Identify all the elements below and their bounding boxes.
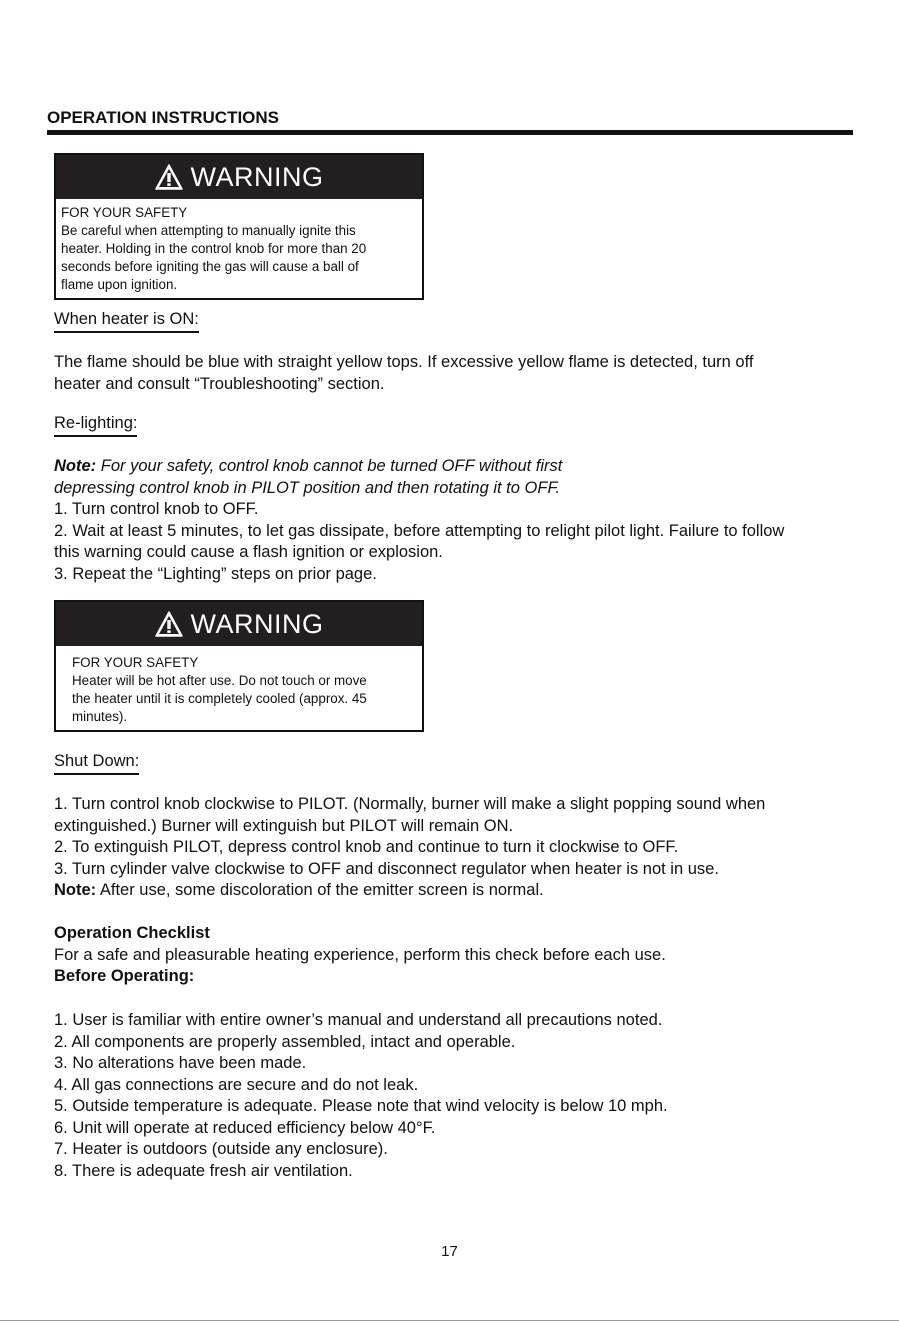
step-line: extinguished.) Burner will extinguish but PILOT will remain ON. [54,816,514,835]
title-rule [47,130,853,135]
footer-rule [0,1320,899,1321]
list-item: 7. Heater is outdoors (outside any enclosure). [54,1140,388,1158]
heater-on-text [54,352,859,395]
step-line: 1. Turn control knob to OFF. [54,500,259,518]
step-line: 3. Turn cylinder valve clockwise to OFF and disconnect regulator when heater is not in use. [54,859,719,878]
page-number: 17 [441,1243,458,1260]
checklist-subheading: Before Operating: [54,967,195,985]
warning-header [56,602,422,646]
warning-text [56,646,422,726]
warning-label: WARNING [190,161,324,192]
warning-line: heater. Holding in the control knob for more than 20 [61,241,367,256]
paragraph-line: heater and consult “Troubleshooting” section. [54,374,385,393]
step-line: this warning could cause a flash ignition or explosion. [54,543,443,561]
note-line: Note: After use, some discoloration of the emitter screen is normal. [54,881,544,899]
heading-relighting: Re-lighting: [54,414,137,437]
list-item: 3. No alterations have been made. [54,1054,307,1072]
heading-shutdown: Shut Down: [54,752,139,775]
warning-line: FOR YOUR SAFETY [72,655,199,670]
list-item: 1. User is familiar with entire owner’s manual and understand all precautions noted. [54,1011,663,1029]
list-item: 8. There is adequate fresh air ventilation. [54,1161,353,1180]
warning-line: flame upon ignition. [61,277,178,292]
checklist-items [54,1010,859,1182]
warning-line: the heater until it is completely cooled (approx. 45 [72,691,367,706]
step-line: 2. To extinguish PILOT, depress control knob and continue to turn it clockwise to OFF. [54,838,679,856]
note-label: Note: [54,881,97,899]
list-item: 5. Outside temperature is adequate. Please note that wind velocity is below 10 mph. [54,1097,668,1115]
shutdown-text [54,794,859,902]
step-line: 1. Turn control knob clockwise to PILOT. (Normally, burner will make a slight popping sound when [54,795,766,813]
warning-line: Heater will be hot after use. Do not touch or move [72,673,367,688]
warning-triangle-icon [155,611,183,637]
list-item: 4. All gas connections are secure and do not leak. [54,1075,419,1094]
note-label: Note: [54,457,97,475]
note-line: depressing control knob in PILOT position and then rotating it to OFF. [54,478,560,497]
list-item: 2. All components are properly assembled, intact and operable. [54,1032,516,1051]
checklist-section [54,923,859,988]
relighting-text [54,456,859,585]
warning-line: FOR YOUR SAFETY [61,205,188,220]
step-line: 2. Wait at least 5 minutes, to let gas dissipate, before attempting to relight pilot light. Failure to follow [54,521,785,540]
heading-heater-on: When heater is ON: [54,310,199,333]
warning-header [56,155,422,199]
warning-label: WARNING [190,608,324,639]
warning-text [56,199,422,294]
warning-line: minutes). [72,709,128,724]
note-line: Note: For your safety, control knob cannot be turned OFF without first [54,457,563,475]
checklist-heading: Operation Checklist [54,924,210,942]
list-item: 6. Unit will operate at reduced efficiency below 40°F. [54,1118,436,1137]
step-line: 3. Repeat the “Lighting” steps on prior page. [54,564,377,583]
paragraph-line: The flame should be blue with straight yellow tops. If excessive yellow flame is detected, turn off [54,353,754,371]
warning-triangle-icon [155,164,183,190]
warning-line: Be careful when attempting to manually ignite this [61,223,356,238]
checklist-intro: For a safe and pleasurable heating experience, perform this check before each use. [54,945,666,964]
warning-line: seconds before igniting the gas will cause a ball of [61,259,359,274]
warning-box-ignition [54,153,424,300]
warning-box-hot [54,600,424,732]
section-title: OPERATION INSTRUCTIONS [47,108,280,127]
